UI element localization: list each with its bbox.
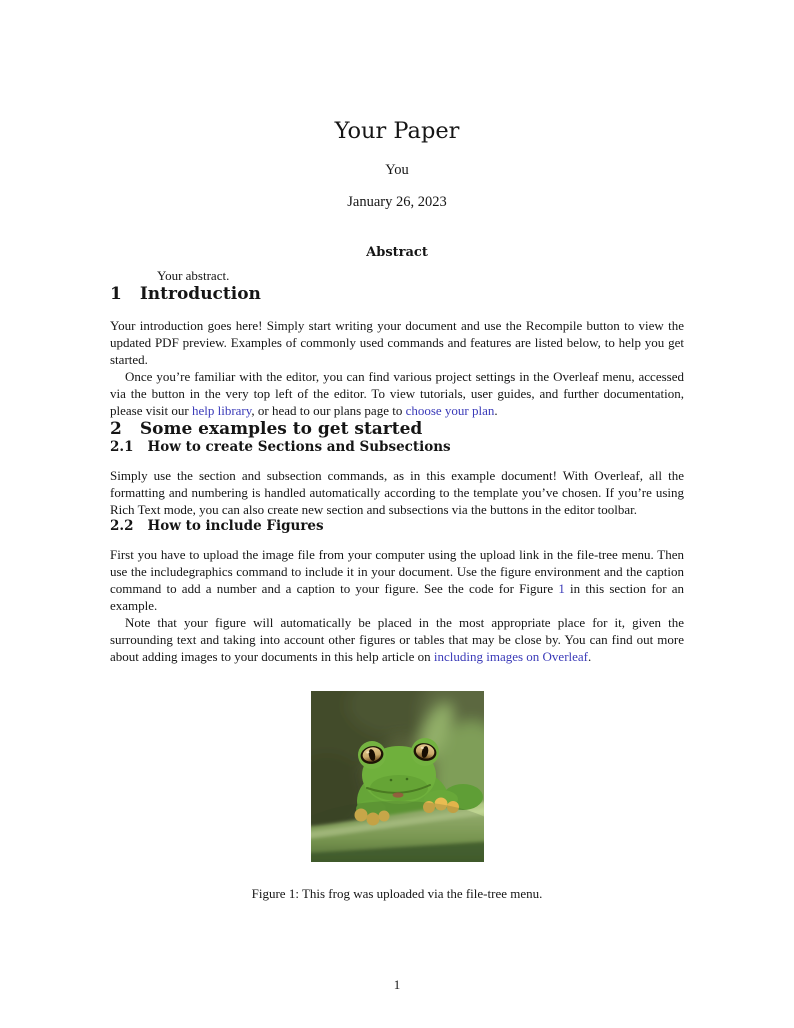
figures-paragraph-2 bbox=[110, 614, 684, 665]
abstract-heading: Abstract bbox=[366, 245, 428, 261]
paragraph-text: Note that your figure will automatically be placed in the most appropriate place for it, given the surrounding text and taking into account other figures or tables that may be close by. You can find out more about adding images to your documents in this help article on bbox=[110, 615, 684, 665]
figure-1 bbox=[110, 691, 684, 902]
subsection-title: How to create Sections and Subsections bbox=[147, 438, 451, 455]
subsection-title: How to include Figures bbox=[147, 518, 324, 535]
sections-paragraph: Simply use the section and subsection commands, as in this example document! With Overleaf, all the formatting and numbering is handled automatically according to the template you’ve chosen. If you’re using Rich Text mode, you can also create new section and subsections via the buttons in the editor toolbar. bbox=[110, 468, 684, 518]
intro-paragraph-2 bbox=[110, 368, 684, 419]
section-heading-introduction bbox=[110, 284, 684, 304]
paragraph-text: . bbox=[494, 402, 498, 418]
help-library-link[interactable]: help library bbox=[191, 402, 252, 418]
section-title: Introduction bbox=[139, 284, 261, 305]
abstract-text: Your abstract. bbox=[157, 268, 230, 284]
document-body bbox=[110, 0, 684, 902]
figure-1-reference-link[interactable]: 1 bbox=[558, 581, 565, 597]
paragraph-text: First you have to upload the image file from your computer using the upload link in the file-tree menu. Then use the includegraphics command to include it in your document. Use the figure environment and the caption command to add a number and a caption to your figure. See the code for Figure bbox=[110, 547, 684, 597]
section-number: 2 bbox=[110, 418, 122, 439]
section-number: 1 bbox=[110, 284, 122, 305]
paragraph-text: , or head to our plans page to bbox=[251, 402, 406, 418]
subsection-number: 2.2 bbox=[110, 518, 134, 535]
subsection-number: 2.1 bbox=[110, 438, 134, 455]
paper-title: Your Paper bbox=[334, 118, 460, 144]
section-heading-examples bbox=[110, 419, 684, 439]
section-title: Some examples to get started bbox=[139, 418, 423, 439]
choose-your-plan-link[interactable]: choose your plan bbox=[405, 402, 495, 418]
paper-date: January 26, 2023 bbox=[347, 194, 447, 211]
paragraph-text: in this section for an example. bbox=[110, 581, 685, 614]
subsection-heading-figures bbox=[110, 518, 684, 534]
paragraph-text: Once you’re familiar with the editor, you can find various project settings in the Overleaf menu, accessed via the button in the very top left of the editor. To view tutorials, user guides, and further documentation, please visit our bbox=[110, 368, 684, 418]
subsection-heading-sections bbox=[110, 439, 684, 455]
including-images-link[interactable]: including images on Overleaf bbox=[433, 649, 589, 665]
paragraph-text: . bbox=[588, 649, 592, 665]
paper-author: You bbox=[385, 162, 409, 179]
frog-photo-image bbox=[311, 691, 484, 862]
figure-caption: Figure 1: This frog was uploaded via the file-tree menu. bbox=[251, 886, 543, 902]
figures-paragraph-1 bbox=[110, 546, 684, 614]
intro-paragraph-1: Your introduction goes here! Simply start writing your document and use the Recompile button to view the updated PDF preview. Examples of commonly used commands and features are listed below, to help you get started. bbox=[110, 317, 684, 367]
page-number: 1 bbox=[393, 977, 401, 992]
